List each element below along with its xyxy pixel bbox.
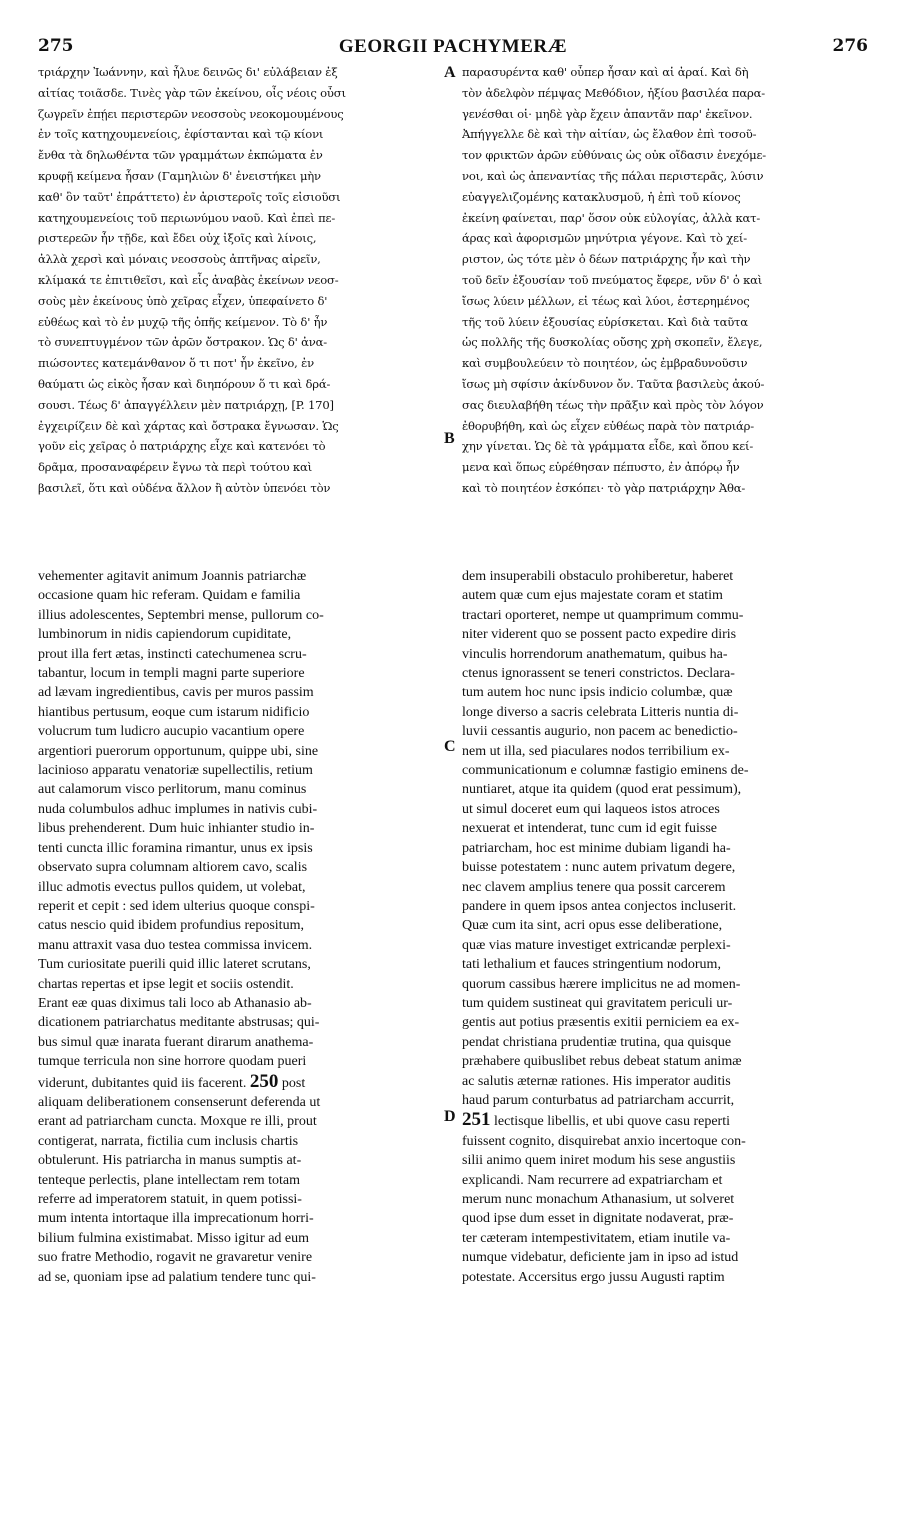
greek-text-line: τῆς τοῦ λύειν ἐξουσίας εὑρίσκεται. Καὶ διὰ ταῦτα (462, 314, 748, 329)
latin-text-line: tum quidem sustineat qui gravitatem periculi ur- (462, 995, 733, 1011)
greek-text-line: ἐκείνη φαίνεται, παρ' ὅσον οὐκ εὐλογίας, ἀλλὰ κατ- (462, 210, 761, 225)
latin-text-line: ad se, quoniam ipse ad palatium tendere tunc qui- (38, 1269, 316, 1285)
greek-column-left (38, 62, 442, 562)
latin-text-line: bus simul quæ inarata fuerant dirarum anathema- (38, 1034, 314, 1050)
latin-text-line: quod ipse dum esset in dignitate nodaverat, præ- (462, 1211, 734, 1227)
latin-text-line: occasione quam hic referam. Quidam e familia (38, 588, 301, 604)
latin-text-line: numque videbatur, deficiente jam in ipso ad istud (462, 1250, 739, 1266)
latin-text-line: nec clavem amplius tenere qua possit carcerem (462, 879, 726, 895)
latin-text-line: fuissent cognito, disquirebat anxio incertoque con- (462, 1133, 746, 1149)
latin-text-line: nexuerat et intenderat, tunc cum id egit fuisse (462, 821, 718, 837)
latin-text-line: tum autem hoc nunc ipsis indicio columbæ, quæ (462, 685, 733, 701)
greek-text-line: εὐαγγελιζομένης κατακλυσμοῦ, ἡ ἐπὶ τοῦ κίονος (462, 189, 741, 204)
latin-text-line: lumbinorum in nidis capiendorum cupiditate, (38, 627, 292, 643)
latin-text-line: niter viderent quo se possent pacto expedire diris (462, 627, 737, 643)
latin-text-line: præhabere quibuslibet rebus debeat statum animæ (462, 1054, 742, 1070)
greek-text-line: μενα καὶ ὅπως εὑρέθησαν πέπυστο, ἐν ἀπόρῳ ἦν (462, 460, 740, 475)
latin-left-part-c (38, 1093, 440, 1287)
greek-text-line: πιώσοντες κατεμάνθανον ὅ τι ποτ' ἦν ἐκεῖνο, ἐν (38, 356, 315, 371)
latin-text-line: merum nunc monachum Athanasium, ut solveret (462, 1192, 735, 1207)
greek-text-line: Ἀπήγγελλε δὲ καὶ τὴν αἰτίαν, ὡς ἔλαθον ἐπὶ τοσοῦ- (462, 127, 757, 142)
latin-text-line: nem ut illa, sed piaculares nodos terribilium ex- (462, 743, 730, 759)
margin-marker-b: B (444, 430, 455, 447)
greek-text-line: τὸ συνεπτυγμένον τῶν ἀρῶν ὄστρακον. Ὡς δ' ἀνα- (38, 335, 327, 350)
latin-text-line: buisse potestatem : nunc autem privatum degere, (462, 860, 736, 876)
latin-text-line: volucrum tum ludicro aucupio vacantium opere (38, 724, 305, 740)
latin-text-line: nuntiaret, atque ita quidem (quod erat pessimum), (462, 782, 742, 798)
greek-text-line: αἰτίας τοιᾶσδε. Τινὲς γὰρ τῶν ἐκείνου, οἷς νέοις οὖσι (38, 85, 346, 100)
greek-column-right (462, 62, 872, 562)
latin-text-line: ac salutis æternæ rationes. His imperator auditis (462, 1073, 731, 1089)
latin-text-line: ut simul doceret eum qui laqueos istos atroces (462, 801, 720, 817)
latin-text-line: reperit et cepit : sed idem ulterius quoque conspi- (38, 898, 315, 914)
latin-text-line: tabantur, locum in templi magni parte superiore (38, 666, 305, 682)
greek-text-line: τοῦ δεῖν ἐξουσίαν τοῦ πνεύματος ἔφερε, νῦν δ' ὁ καὶ (462, 272, 763, 287)
greek-text-line: ἐγχειρίζειν δὲ καὶ χάρτας καὶ ὄστρακα ἔγνωσαν. Ὡς (38, 418, 339, 433)
latin-text-line: suo fratre Methodio, rogavit ne gravaretur venire (38, 1250, 313, 1266)
latin-text-line: longe diverso a sacris celebrata Litteris nuntia di- (462, 704, 739, 720)
column-reference-number: 250 (249, 1071, 279, 1092)
latin-text-line: manu attraxit vasa duo testea commissa invicem. (38, 937, 313, 953)
latin-text-line: haud parum conturbatus ad patriarcham accurrit, (462, 1092, 735, 1108)
latin-text-line: aliquam deliberationem consenserunt deferenda ut (38, 1094, 321, 1110)
latin-text-line: Erant eæ quas diximus tali loco ab Athanasio ab- (38, 995, 312, 1011)
greek-text-line: ἐν τοῖς κατηχουμενείοις, ἐφίστανται καὶ τῷ κίονι (38, 127, 324, 142)
greek-text-line: ὡς πολλῆς τῆς δυσκολίας οὔσης χρὴ σκοπεῖν, ἔλεγε, (462, 335, 763, 350)
latin-text-line: tenti cuncta illic foramina rimantur, unus ex ipsis (38, 840, 313, 856)
latin-column-left (38, 567, 440, 1517)
latin-text-line: bilium fulmina existimabat. Misso igitur ad eum (38, 1230, 310, 1246)
greek-text-line: δρᾶμα, προσαναφέρειν ἔγνω τὰ περὶ τούτου καὶ (38, 460, 312, 475)
greek-text-line: θαύματι ὡς εἰκὸς ἦσαν καὶ διηπόρουν ὅ τι καὶ δρά- (38, 376, 331, 391)
latin-text-line: Tum curiositate puerili quid illic lateret scrutans, (38, 957, 311, 973)
latin-text-line: ad lævam ingredientibus, cavis per muros passim (38, 685, 314, 701)
latin-text-line: quorum cassibus hærere implicitus ne ad momen- (462, 976, 741, 992)
greek-text-line: τὸν ἀδελφὸν πέμψας Μεθόδιον, ἠξίου βασιλέα παρα- (462, 85, 766, 100)
latin-text-line: pendat christiana prudentiæ trutina, qua quisque (462, 1034, 732, 1050)
latin-text-line: illuc admotis evectus pullos quidem, ut volebat, (38, 879, 306, 895)
greek-text-line: γοῦν εἰς χεῖρας ὁ πατριάρχης εἶχε καὶ κατενόει τὸ (38, 439, 326, 454)
latin-text-line: referre ad imperatorem statuit, in quem potissi- (38, 1192, 302, 1207)
latin-text-line: lacinioso apparatu venatoriæ supellectilis, retium (38, 763, 313, 779)
greek-text-line: ριστερεῶν ἦν τῇδε, καὶ ἔδει οὐχ ἰξοῖς καὶ λίνοις, (38, 231, 317, 246)
latin-text-line: contigerat, narrata, fictilia cum inclusis chartis (38, 1133, 299, 1149)
greek-text-line: χην γίνεται. Ὡς δὲ τὰ γράμματα εἶδε, καὶ ὅπου κεί- (462, 439, 754, 454)
greek-text-line: κλίμακά τε ἐπιτιθεῖσι, καὶ εἷς ἀναβὰς ἐκείνων νεοσ- (38, 272, 339, 287)
latin-text-line: catus nescio quid ibidem profundius repositum, (38, 918, 304, 934)
greek-text-line: κρυφῇ κείμενα ἦσαν (Γαμηλιὼν δ' ἐνειστήκει μὴν (38, 168, 321, 183)
latin-line-with-marginal-number: viderunt, dubitantes quid iis facerent. 250 post (38, 1071, 306, 1092)
latin-text-line: dicationem patriarchatus meditante abstrusas; qui- (38, 1015, 320, 1031)
margin-marker-c: C (444, 738, 456, 755)
greek-text-line: καὶ τὸ ποιητέον ἐσκόπει· τὸ γὰρ πατριάρχην Ἀθα- (462, 480, 746, 495)
greek-text-line: ριστον, ὡς τότε μὲν ὁ δέων πατριάρχης ἦν καὶ τὴν (462, 252, 751, 267)
greek-text-line: ἀλλὰ χερσὶ καὶ μόναις νεοσσοὺς ἀπτῆνας αἱρεῖν, (38, 252, 321, 267)
latin-text-line: ctenus ignorassent se teneri constrictos. Declara- (462, 666, 735, 682)
greek-text-line: ἐθορυβήθη, καὶ ὡς εἶχεν εὐθέως παρὰ τὸν πατριάρ- (462, 418, 755, 433)
latin-text-line: ter cæteram intempestivitatem, etiam inutile va- (462, 1230, 731, 1246)
latin-text-line: explicandi. Nam recurrere ad expatriarcham et (462, 1172, 723, 1188)
greek-text-line: τον φρικτῶν ἀρῶν εὐθύναις ὡς οὐκ οἴδασιν ἐνεχόμε- (462, 148, 767, 163)
latin-text-line: aut calamorum visco perlitorum, manu cominus (38, 782, 307, 798)
latin-text-line: Quæ cum ita sint, acri opus esse deliberatione, (462, 918, 723, 934)
latin-text-line: hiantibus pertusum, eoque cum istarum nidificio (38, 704, 310, 720)
latin-text-line: dem insuperabili obstaculo prohiberetur, haberet (462, 569, 734, 584)
latin-right-part-a (462, 567, 872, 1110)
greek-text-line: ἴσως λύειν μέλλων, εἰ τέως καὶ λύοι, ἐστερημένος (462, 293, 750, 308)
greek-text-line: τριάρχην Ἰωάννην, καὶ ἦλυε δεινῶς δι' εὐλάβειαν ἐξ (38, 65, 338, 79)
greek-text-line: νοι, καὶ ὡς ἀπεναντίας τῆς πάλαι περιστερᾶς, λύσιν (462, 168, 764, 183)
greek-text-line: σουσι. Τέως δ' ἀπαγγέλλειν μὲν πατριάρχῃ, [P. 170] (38, 397, 334, 412)
column-reference-number: 251 (462, 1110, 491, 1131)
margin-marker-d: D (444, 1108, 456, 1125)
latin-text-line: patriarcham, hoc est minime dubiam ligandi ha- (462, 840, 731, 856)
greek-text-line: ζωγρεῖν ἐπῄει περιστερῶν νεοσσοὺς νεοκομουμένους (38, 106, 344, 121)
latin-text-line: autem quæ cum ejus majestate coram et statim (462, 588, 723, 604)
greek-text-line: γενέσθαι οἱ· μηδὲ γὰρ ἔχειν ἀπαντᾶν παρ' ἐκεῖνον. (462, 106, 753, 121)
latin-text-line: tenteque perlectis, plane intellectam rem totam (38, 1172, 301, 1188)
latin-text-line: mum intenta intortaque illa imprecationum horri- (38, 1211, 314, 1227)
running-title: GEORGII PACHYMERÆ (338, 36, 568, 57)
latin-column-right (462, 567, 872, 1517)
greek-text-line: ἴσως μὴ σφίσιν ἀκίνδυνον ὄν. Ταῦτα βασιλεὺς ἀκού- (462, 376, 765, 391)
greek-text-line: σας διευλαβήθη τέως τὴν πρᾶξιν καὶ πρὸς τὸν λόγον (462, 397, 764, 412)
latin-line-with-marginal-number: 251 lectisque libellis, et ubi quove casu reperti (462, 1110, 730, 1131)
latin-left-part-a (38, 567, 440, 1072)
greek-text-line: καθ' ὃν ταῦτ' ἐπράττετο) ἐν ἀριστεροῖς τοῖς εἰσιοῦσι (38, 189, 341, 204)
running-header (38, 36, 868, 58)
greek-text-line: καὶ συμβουλεύειν τὸ ποιητέον, ὡς ἐμβραδυνοῦσιν (462, 356, 748, 371)
latin-text-line: pandere in quem ipsos antea conjectos incluserit. (462, 898, 737, 914)
left-page-number: 275 (38, 36, 74, 56)
latin-text-line: vinculis horrendorum anathematum, quibus ha- (462, 646, 728, 662)
latin-text-line: silii animo quem iniret modum his sese angustiis (462, 1153, 736, 1169)
latin-text-line: erant ad patriarcham cuncta. Moxque re illi, prout (38, 1114, 317, 1130)
latin-text-line: vehementer agitavit animum Joannis patriarchæ (38, 569, 307, 584)
greek-text-line: ἔνθα τὰ δηλωθέντα τῶν γραμμάτων ἐκπώματα ἐν (38, 148, 323, 163)
greek-text-line: εὐθέως καὶ τὸ ἐν μυχῷ τῆς ὀπῆς κείμενον. Τὸ δ' ἦν (38, 314, 328, 329)
latin-text-line: tractari oporteret, nempe ut quamprimum commu- (462, 607, 744, 623)
latin-text-line: tumque terricula non sine horrore quodam pueri (38, 1054, 307, 1070)
greek-text-line: κατηχουμενείοις τοῦ περιωνύμου ναοῦ. Καὶ ἐπεὶ πε- (38, 210, 336, 225)
latin-text-line: argentiori puerorum opportunum, quippe ubi, sine (38, 743, 319, 759)
greek-text-line: παρασυρέντα καθ' οὗπερ ἦσαν καὶ αἱ ἀραί. Καὶ δὴ (462, 65, 749, 79)
greek-text-line: βασιλεῖ, ὅτι καὶ οὐδένα ἄλλον ἢ αὐτὸν ὑπενόει τὸν (38, 480, 331, 495)
latin-text-line: luvii cessantis augurio, non pacem ac benedictio- (462, 724, 738, 740)
latin-text-line: illius adolescentes, Septembri mense, pullorum co- (38, 607, 324, 623)
latin-text-line: observato supra columnam altiorem cavo, scalis (38, 860, 308, 876)
latin-text-line: obtulerunt. His patriarcha in manus sumptis at- (38, 1153, 302, 1169)
greek-text-line: άρας καὶ ἀφορισμῶν μηνύτρια γέγονε. Καὶ τὸ χεί- (462, 231, 747, 246)
latin-text-line: nuda columbulos adhuc implumes in nativis cubi- (38, 801, 318, 817)
latin-text-line: communicationum e columnæ fastigio eminens de- (462, 763, 749, 779)
latin-text-line: tati lethalium et fauces stringentium nodorum, (462, 957, 721, 973)
latin-text-line: chartas repertas et ipse legit et sociis ostendit. (38, 976, 294, 992)
margin-marker-a: A (444, 64, 456, 81)
latin-text-line: prout illa fert ætas, instincti catechumenea scru- (38, 646, 307, 662)
latin-text-line: libus prehenderent. Dum huic inhianter studio in- (38, 821, 315, 837)
latin-text-line: quæ vias mature investiget extricandæ perplexi- (462, 937, 731, 953)
latin-text-line: potestate. Accersitus ergo jussu Augusti raptim (462, 1269, 725, 1285)
latin-right-part-c (462, 1132, 872, 1287)
greek-text-line: σοὺς μὲν ἐκείνους ὑπὸ χεῖρας εἶχεν, ὑπεφαίνετο δ' (38, 293, 328, 308)
latin-text-line: gentis aut potius præsentis exitii perniciem ea ex- (462, 1015, 740, 1031)
right-page-number: 276 (832, 36, 868, 56)
